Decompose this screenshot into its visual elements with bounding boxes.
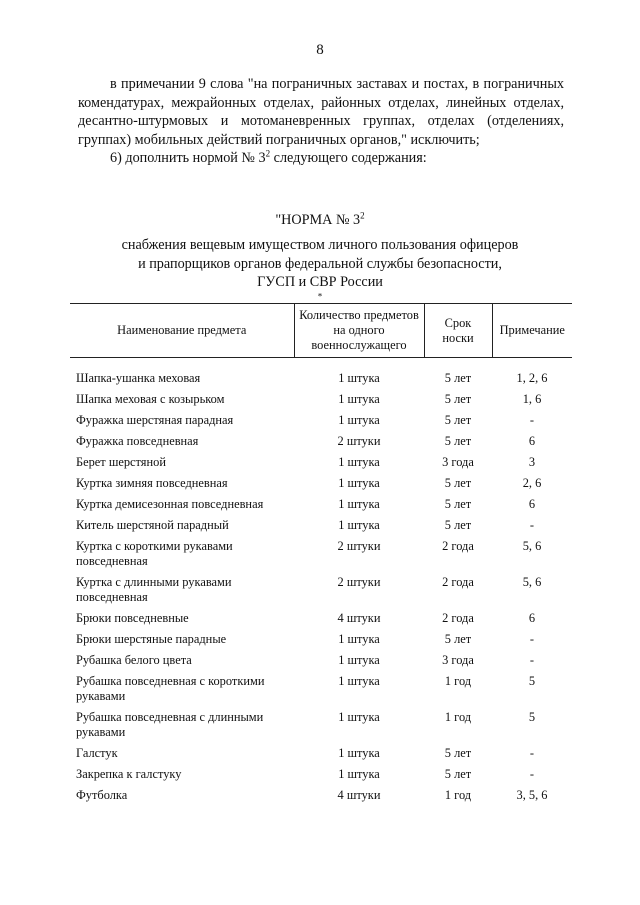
cell-quantity: 1 штука xyxy=(338,767,380,781)
norma-heading-sup: 2 xyxy=(360,210,365,221)
cell-term: 5 лет xyxy=(444,497,472,511)
cell-quantity: 1 штука xyxy=(338,476,380,490)
cell-term: 2 года xyxy=(442,539,474,553)
cell-note: 2, 6 xyxy=(522,476,542,490)
table-row xyxy=(70,452,572,473)
table-row xyxy=(70,494,572,515)
cell-note: 3, 5, 6 xyxy=(516,788,548,802)
cell-note: - xyxy=(529,746,535,760)
cell-note: 5, 6 xyxy=(522,539,542,553)
cell-quantity: 1 штука xyxy=(338,710,380,724)
norma-subtitle-line-1: снабжения вещевым имуществом личного пользования офицеров xyxy=(121,237,519,253)
cell-name: Брюки повседневные xyxy=(76,611,189,625)
cell-term: 5 лет xyxy=(444,767,472,781)
table-row xyxy=(70,785,572,806)
norma-heading-text: "НОРМА № 3 xyxy=(275,212,361,228)
cell-note: - xyxy=(529,632,535,646)
norma-table xyxy=(70,303,572,806)
intro-paragraph-1: в примечании 9 слова "на пограничных заставах и постах, в пограничных комендатурах, межрайонных отделах, районных отделах, линейных отделах, десантно-штурмовых и мотоманевренных группах, отделах (отделениях, группах) мобильных действий пограничных органов," исключить; xyxy=(78,76,564,148)
table-row xyxy=(70,431,572,452)
cell-name: Галстук xyxy=(76,746,118,760)
header-name: Наименование предмета xyxy=(70,304,294,358)
cell-name: Шапка-ушанка меховая xyxy=(76,371,201,385)
cell-quantity: 4 штуки xyxy=(337,611,381,625)
table-row xyxy=(70,410,572,431)
cell-name: Фуражка шерстяная парадная xyxy=(76,413,234,427)
cell-quantity: 1 штука xyxy=(338,746,380,760)
cell-note: 5 xyxy=(528,710,536,724)
cell-note: 1, 2, 6 xyxy=(516,371,548,385)
cell-name: Шапка меховая с козырьком xyxy=(76,392,225,406)
table-row xyxy=(70,707,572,743)
norma-heading xyxy=(0,212,640,229)
cell-term: 1 год xyxy=(444,674,472,688)
cell-term: 5 лет xyxy=(444,434,472,448)
cell-note: - xyxy=(529,767,535,781)
cell-term: 2 года xyxy=(442,575,474,589)
intro-paragraph-2 xyxy=(78,149,564,168)
cell-term: 5 лет xyxy=(444,392,472,406)
cell-note: 6 xyxy=(528,434,536,448)
cell-note: 6 xyxy=(528,611,536,625)
cell-term: 5 лет xyxy=(444,746,472,760)
table-row xyxy=(70,368,572,389)
cell-term: 5 лет xyxy=(444,476,472,490)
table-row xyxy=(70,671,572,707)
table-row xyxy=(70,536,572,572)
cell-quantity: 1 штука xyxy=(338,518,380,532)
norma-subtitle-line-3-text: ГУСП и СВР России xyxy=(257,274,383,291)
cell-quantity: 2 штуки xyxy=(337,575,381,589)
header-term: Срок носки xyxy=(424,304,492,358)
cell-quantity: 1 штука xyxy=(338,371,380,385)
cell-name: Куртка демисезонная повседневная xyxy=(76,497,264,511)
cell-name: Фуражка повседневная xyxy=(76,434,199,448)
norma-subtitle xyxy=(60,236,580,310)
table-row xyxy=(70,389,572,410)
cell-quantity: 1 штука xyxy=(338,392,380,406)
intro-paragraph-2-sup: 2 xyxy=(265,148,271,159)
cell-quantity: 1 штука xyxy=(338,674,380,688)
norma-subtitle-sup: * xyxy=(317,291,323,302)
intro-paragraph-2-prefix: 6) дополнить нормой № 3 xyxy=(110,150,266,167)
intro-paragraph-2-suffix: следующего содержания: xyxy=(270,150,427,167)
table-row xyxy=(70,572,572,608)
table-row xyxy=(70,608,572,629)
cell-name: Рубашка повседневная с длинными рукавами xyxy=(76,710,264,739)
cell-quantity: 4 штуки xyxy=(337,788,381,802)
cell-term: 3 года xyxy=(442,455,474,469)
cell-note: - xyxy=(529,413,535,427)
table-row xyxy=(70,650,572,671)
cell-name: Куртка зимняя повседневная xyxy=(76,476,228,490)
table-row xyxy=(70,515,572,536)
cell-name: Куртка с короткими рукавами повседневная xyxy=(76,539,233,568)
cell-quantity: 1 штука xyxy=(338,653,380,667)
cell-quantity: 2 штуки xyxy=(337,539,381,553)
cell-term: 5 лет xyxy=(444,518,472,532)
cell-name: Китель шерстяной парадный xyxy=(76,518,229,532)
page-number: 8 xyxy=(316,42,324,58)
cell-term: 1 год xyxy=(444,710,472,724)
cell-term: 5 лет xyxy=(444,371,472,385)
cell-term: 1 год xyxy=(444,788,472,802)
cell-note: 6 xyxy=(528,497,536,511)
cell-name: Закрепка к галстуку xyxy=(76,767,182,781)
cell-name: Брюки шерстяные парадные xyxy=(76,632,227,646)
cell-name: Рубашка белого цвета xyxy=(76,653,192,667)
header-note: Примечание xyxy=(492,304,572,358)
cell-quantity: 1 штука xyxy=(338,413,380,427)
cell-name: Рубашка повседневная с короткими рукавами xyxy=(76,674,265,703)
cell-note: 5 xyxy=(528,674,536,688)
cell-quantity: 1 штука xyxy=(338,455,380,469)
cell-note: 1, 6 xyxy=(522,392,542,406)
table-header-row xyxy=(70,304,572,358)
norma-subtitle-line-2: и прапорщиков органов федеральной службы безопасности, xyxy=(138,255,502,272)
table-row xyxy=(70,473,572,494)
table-row xyxy=(70,629,572,650)
cell-note: 5, 6 xyxy=(522,575,542,589)
norma-table-wrap xyxy=(70,303,572,806)
cell-name: Берет шерстяной xyxy=(76,455,166,469)
cell-quantity: 1 штука xyxy=(338,632,380,646)
table-row xyxy=(70,743,572,764)
cell-name: Футболка xyxy=(76,788,128,802)
cell-term: 5 лет xyxy=(444,413,472,427)
cell-note: - xyxy=(529,518,535,532)
cell-name: Куртка с длинными рукавами повседневная xyxy=(76,575,232,604)
table-row xyxy=(70,764,572,785)
cell-note: - xyxy=(529,653,535,667)
header-quantity: Количество предметов на одного военнослужащего xyxy=(294,304,424,358)
cell-term: 5 лет xyxy=(444,632,472,646)
cell-term: 3 года xyxy=(442,653,474,667)
cell-quantity: 1 штука xyxy=(338,497,380,511)
cell-quantity: 2 штуки xyxy=(337,434,381,448)
cell-note: 3 xyxy=(528,455,536,469)
intro-text xyxy=(78,75,564,168)
cell-term: 2 года xyxy=(442,611,474,625)
